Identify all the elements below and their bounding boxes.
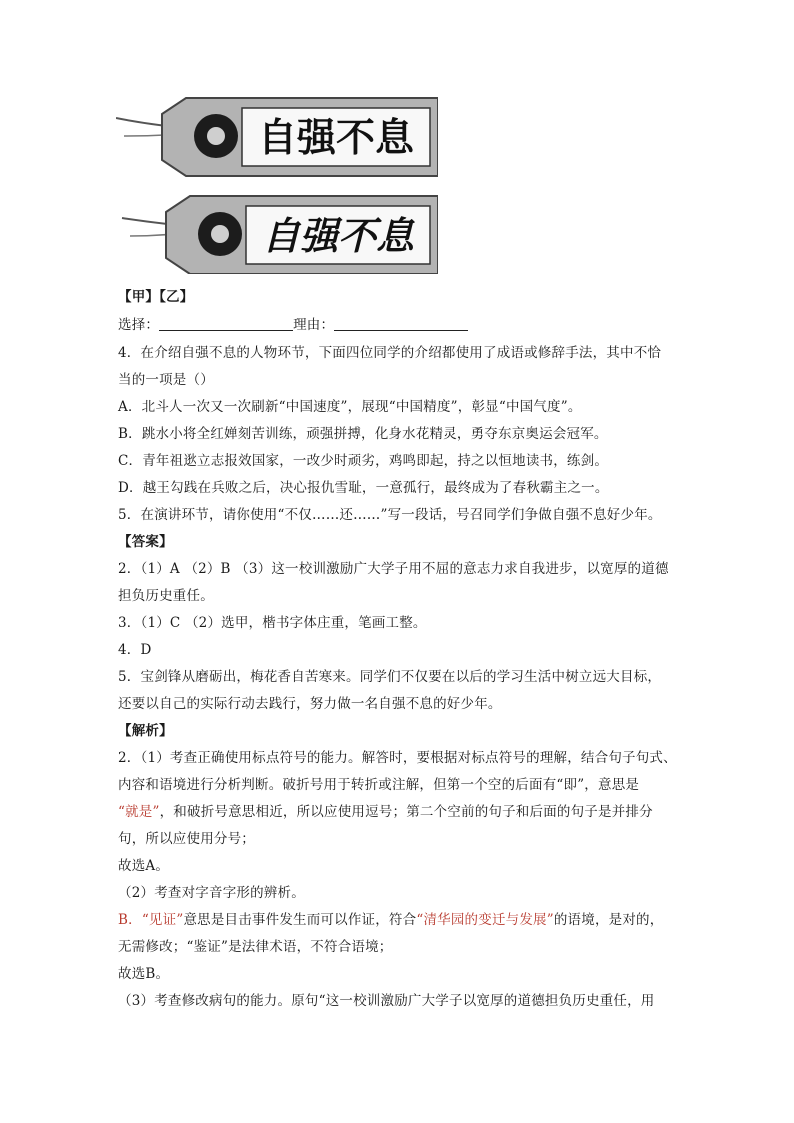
ans5-line2: 还要以自己的实际行动去践行，努力做一名自强不息的好少年。 (118, 696, 502, 712)
an2-b-line2: 无需修改；“鉴证”是法律术语，不符合语境； (118, 939, 393, 955)
an2-sub2: （2）考查对字音字形的辨析。 (118, 885, 305, 901)
tag2-hole (211, 225, 229, 243)
q4-line2: 当的一项是（） (118, 372, 214, 388)
ans2-line2: 担负历史重任。 (118, 588, 214, 604)
ans2-line1: 2．（1）A （2）B （3）这一校训激励广大学子用不屈的意志力求自我进步，以宽厚的道德 (118, 561, 669, 577)
an2-line3 (118, 802, 653, 822)
ans5-line1: 5．宝剑锋从磨砺出，梅花香自苦寒来。同学们不仅要在以后的学习生活中树立远大目标， (118, 669, 662, 685)
bookmark-tags-illustration (116, 96, 438, 274)
choose-blank[interactable] (159, 316, 293, 331)
q5: 5．在演讲环节，请你使用“不仅……还……”写一段话，号召同学们争做自强不息好少年。 (118, 507, 662, 523)
tag2-text: 自强不息 (261, 213, 415, 258)
ans4: 4．D (118, 642, 152, 658)
an2-b-mid: 意思是目击事件发生而可以作证，符合 (183, 912, 417, 928)
an2-line1: 2．（1）考查正确使用标点符号的能力。解答时，要根据对标点符号的理解，结合句子句式、 (118, 750, 677, 766)
an2-line3-red: “就是” (118, 804, 160, 820)
analysis-header: 【解析】 (118, 723, 173, 739)
an2-b-red2: “清华园的变迁与发展” (416, 912, 554, 928)
choose-b: 故选B。 (118, 966, 170, 982)
an2-sub3: （3）考查修改病句的能力。原句“这一校训激励广大学子以宽厚的道德担负历史重任，用 (118, 993, 655, 1009)
an2-b-line1 (118, 910, 663, 930)
reason-blank[interactable] (334, 316, 468, 331)
answer-header: 【答案】 (118, 534, 173, 550)
ans3: 3．（1）C （2）选甲，楷书字体庄重，笔画工整。 (118, 615, 427, 631)
reason-label: 理由： (293, 317, 335, 333)
q4-line1: 4．在介绍自强不息的人物环节，下面四位同学的介绍都使用了成语或修辞手法，其中不恰 (118, 345, 662, 361)
tag1-text: 自强不息 (257, 115, 415, 161)
option-b: B．跳水小将全红婵刻苦训练，顽强拼搏，化身水花精灵，勇夺东京奥运会冠军。 (118, 426, 608, 442)
choose-reason-row (118, 315, 468, 335)
an2-line2: 内容和语境进行分析判断。破折号用于转折或注解，但第一个空的后面有“即”，意思是 (118, 777, 640, 793)
an2-line3-rest: ，和破折号意思相近，所以应使用逗号；第二个空前的句子和后面的句子是并排分 (159, 804, 653, 820)
jia-yi-label: 【甲】【乙】 (118, 289, 194, 305)
tag1-hole (207, 127, 225, 145)
option-c: C．青年祖逖立志报效国家，一改少时顽劣，鸡鸣即起，持之以恒地读书，练剑。 (118, 453, 609, 469)
an2-b-end: 的语境，是对的， (553, 912, 664, 928)
choose-a: 故选A。 (118, 858, 170, 874)
an2-line4: 句，所以应使用分号； (118, 831, 255, 847)
choose-label: 选择： (118, 317, 160, 333)
bookmark-tags-figure (116, 96, 438, 274)
an2-b-red1: B．“见证” (118, 912, 184, 928)
option-d: D．越王勾践在兵败之后，决心报仇雪耻，一意孤行，最终成为了春秋霸主之一。 (118, 480, 609, 496)
option-a: A．北斗人一次又一次刷新“中国速度”，展现“中国精度”，彰显“中国气度”。 (118, 399, 582, 415)
